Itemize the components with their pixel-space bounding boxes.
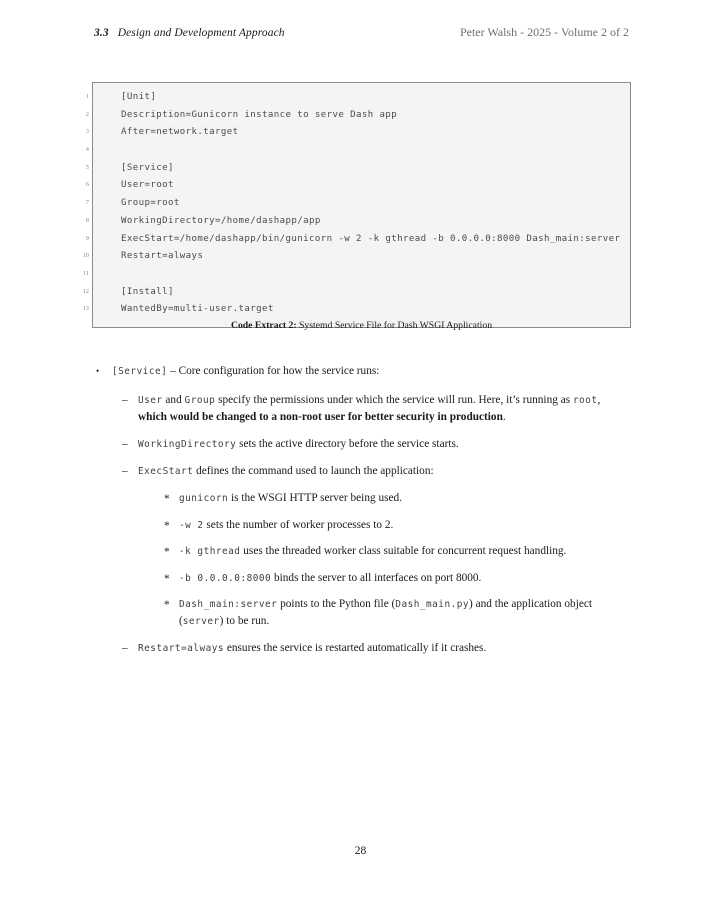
code-line: Group=root (121, 198, 180, 209)
code-line: After=network.target (121, 127, 239, 138)
list-item-user-group (122, 392, 629, 426)
dash-marker-icon: – (122, 642, 128, 654)
exec-option-keyword: gunicorn (179, 493, 229, 504)
exec-option-keyword: -w 2 (179, 519, 204, 531)
code-line-number: 8 (85, 216, 89, 224)
code-line-number: 1 (85, 93, 89, 100)
execstart-sub-list (138, 490, 629, 587)
code-line-number: 5 (85, 163, 89, 171)
server-keyword: server (182, 616, 220, 627)
code-line: WorkingDirectory=/home/dashapp/app (121, 215, 321, 226)
code-line: [Service] (121, 162, 174, 173)
restart-keyword: Restart=always (138, 643, 225, 654)
code-block (92, 82, 631, 328)
list-item-exec-option (164, 490, 629, 507)
service-sub-list (94, 392, 629, 657)
asterisk-marker-icon: * (164, 519, 170, 532)
dash-main-text-a: points to the Python file ( (277, 598, 396, 610)
asterisk-marker-icon: * (164, 493, 170, 505)
code-line: [Install] (121, 286, 174, 297)
dash-marker-icon: – (122, 438, 128, 450)
list-item-service (94, 363, 629, 380)
user-group-text-b: , (597, 394, 601, 406)
code-line-number: 12 (82, 287, 89, 295)
execstart-description: defines the command used to launch the application: (193, 465, 434, 477)
code-line-number: 2 (85, 110, 89, 118)
code-line: [Unit] (121, 92, 157, 102)
service-description: – Core configuration for how the service runs: (167, 365, 380, 377)
code-line-number: 9 (85, 234, 89, 242)
exec-option-description: uses the threaded worker class suitable for concurrent request handling. (240, 545, 567, 557)
header-author-volume: Peter Walsh - 2025 - Volume 2 of 2 (459, 25, 629, 39)
running-header (94, 25, 629, 45)
list-item-exec-option (164, 543, 629, 560)
header-section-title: Design and Development Approach (117, 27, 285, 39)
exec-option-description: sets the number of worker processes to 2. (203, 518, 394, 531)
code-line: WantedBy=multi-user.target (121, 304, 274, 315)
execstart-keyword: ExecStart (138, 466, 194, 477)
code-line: ExecStart=/home/dashapp/bin/gunicorn -w 2 -k gthread -b 0.0.0.0:8000 Dash_main:server (121, 233, 621, 244)
code-line (93, 142, 630, 160)
security-note-bold: which would be changed to a non-root user for better security in production (138, 411, 503, 423)
code-caption (94, 319, 629, 332)
dash-main-text-c: ) to be run. (219, 615, 270, 627)
list-item-workingdirectory (122, 436, 629, 453)
code-line (93, 266, 630, 284)
workingdirectory-description: sets the active directory before the service starts. (236, 438, 459, 450)
list-item-exec-option (164, 570, 629, 587)
code-line: User=root (121, 180, 174, 191)
exec-option-keyword: -b 0.0.0.0:8000 (179, 572, 272, 584)
code-line-number: 11 (82, 269, 89, 277)
code-line-number: 7 (85, 199, 89, 207)
user-keyword: User (138, 395, 163, 406)
list-item-restart (122, 640, 629, 657)
list-item-exec-option (164, 517, 629, 534)
user-group-text-c: . (502, 411, 506, 423)
dash-main-server-keyword: Dash_main:server (179, 599, 278, 610)
bullet-marker-icon: • (96, 365, 100, 376)
service-keyword: [Service] (112, 366, 168, 377)
user-group-conjunction: and (162, 394, 185, 406)
list-item-dash-main (164, 596, 629, 630)
code-line-numbers (76, 82, 92, 326)
exec-option-description: binds the server to all interfaces on port 8000. (271, 571, 482, 584)
header-section (94, 27, 285, 39)
asterisk-marker-icon: * (164, 572, 170, 585)
open-paren: ( (179, 615, 183, 627)
code-line-number: 10 (82, 252, 89, 260)
dash-marker-icon: – (122, 394, 128, 406)
code-line: Restart=always (121, 251, 204, 262)
caption-text: Systemd Service File for Dash WSGI Application (299, 320, 493, 331)
workingdirectory-keyword: WorkingDirectory (138, 439, 237, 450)
code-line: Description=Gunicorn instance to serve Dash app (121, 109, 398, 120)
page-number: 28 (354, 845, 367, 857)
exec-option-keyword: -k gthread (179, 546, 241, 557)
dash-main-py-keyword: Dash_main.py (395, 599, 470, 610)
header-section-number: 3.3 (94, 27, 109, 39)
explanation-list (94, 363, 629, 667)
list-item-execstart (122, 463, 629, 630)
group-keyword: Group (184, 395, 216, 406)
dash-main-wrapper (138, 596, 629, 630)
asterisk-marker-icon: * (164, 546, 170, 558)
code-line-number: 3 (85, 128, 89, 136)
code-line-number: 13 (82, 305, 89, 313)
code-line-number: 6 (85, 181, 89, 189)
exec-option-description: is the WSGI HTTP server being used. (228, 492, 402, 504)
dash-main-continuation (179, 613, 629, 630)
code-line-number: 4 (85, 146, 89, 154)
dash-main-text-b: ) and the application object (469, 598, 592, 610)
caption-label: Code Extract 2: (230, 320, 297, 331)
dash-marker-icon: – (122, 465, 128, 477)
restart-description: ensures the service is restarted automatically if it crashes. (224, 642, 487, 654)
user-group-text-a: specify the permissions under which the service will run. Here, it’s running as (215, 394, 573, 406)
asterisk-marker-icon: * (164, 599, 170, 611)
root-keyword: root (572, 395, 598, 406)
